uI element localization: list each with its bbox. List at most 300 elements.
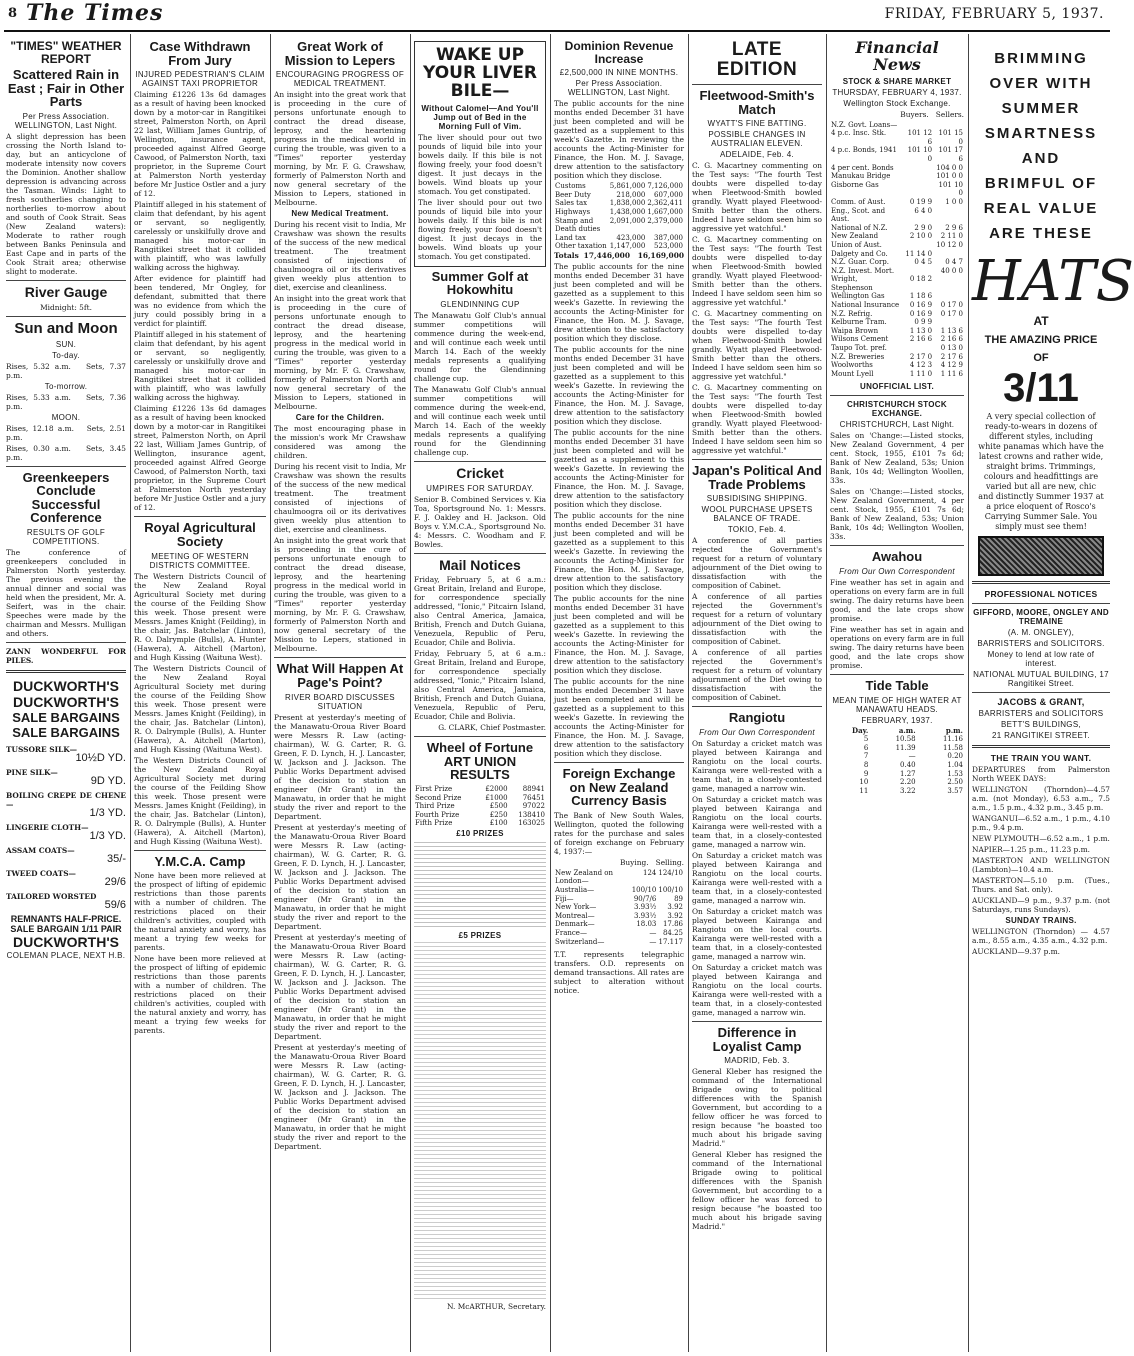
fx-sell: 124/10: [658, 868, 683, 877]
column-divider: [410, 34, 411, 1352]
column-2: [134, 38, 266, 1352]
stock-buy: [902, 267, 933, 276]
moon-rise: Rises, 12.18 a.m.: [6, 423, 74, 433]
revenue-value: 1,438,000: [609, 207, 646, 216]
stock-sell: [933, 121, 964, 130]
tide-pm: 2.50: [947, 778, 963, 787]
stock-name: Dalgety and Co.: [831, 249, 888, 258]
sale-item-price: 9D YD.: [90, 775, 126, 788]
tide-headline: Tide Table: [865, 678, 929, 694]
japan-headline: Japan's Political And Trade Problems: [692, 463, 822, 492]
professional-notices-heading: PROFESSIONAL NOTICES: [984, 589, 1098, 599]
prize-amount: £1000: [485, 793, 508, 802]
revenue-article: The public accounts for the nine months ended December 31 have just been completed and will be gazetted as a supplement to this week's Gazette. In reviewing the accounts the Acting-Minister for Finance, the Hon. M. J. Savage, drew attention to the satisfactory position which they disclose.: [554, 344, 684, 426]
prize-amount: £100: [489, 819, 508, 828]
tide-col-pm: p.m.: [945, 725, 963, 735]
stock-row: [830, 310, 964, 319]
stock-name: N.Z. Invest. Mort.: [831, 266, 895, 275]
train-departure: MASTERTON AND WELLINGTON (Lambton)—10.4 a.m.: [972, 856, 1110, 874]
fx-buy: 100/10: [631, 886, 657, 895]
revenue-value: 607,000: [654, 190, 683, 199]
ticket-number-grid: [414, 840, 546, 930]
column-4: [414, 38, 546, 1352]
revenue-value: 2,091,000: [609, 216, 646, 225]
column-divider: [270, 34, 271, 1352]
ad-of: OF: [1033, 352, 1049, 364]
liver-ad-sub: Without Calomel—And You'll Jump out of Bed in the Morning Full of Vim.: [421, 103, 539, 131]
ymca-headline: Y.M.C.A. Camp: [154, 853, 246, 869]
stock-sell: [933, 318, 964, 327]
dateline: Per Press Association. WELLINGTON, Last Night.: [14, 112, 118, 131]
fx-sell: 3.92: [667, 911, 683, 920]
stock-buy: [902, 181, 933, 198]
separator: [134, 850, 266, 851]
rangiotu-article: On Saturday a cricket match was played between Kairanga and Rangiotu on the local courts. Kairanga were well-rested with a team that, in a closely-contested game, managed a narrow win.: [692, 907, 822, 962]
stock-name: Mount Lyell: [831, 369, 874, 378]
train-departure: NEW PLYMOUTH—6.52 a.m., 1 p.m.: [972, 834, 1110, 843]
rangiotu-article: On Saturday a cricket match was played between Kairanga and Rangiotu on the local courts. Kairanga were well-rested with a team that, in a closely-contested game, managed a narrow win.: [692, 851, 822, 906]
separator: [274, 657, 406, 658]
jury-article: Claiming £1226 13s 6d damages as a result of having been knocked down by a motor-car in Rangitikei street, Palmerston North, on April 22 last, William James Guntrip, of Wellington, insurance agent, proceeded against Alfred George Cawood, of Palmerston North, taxi proprietor, in the Supreme Court at Palmerston North yesterday before Mr Justice Ostler and a jury of 12.: [134, 404, 266, 513]
prize-label: Fifth Prize: [415, 819, 453, 828]
train-heading: THE TRAIN YOU WANT.: [990, 753, 1092, 763]
sun-set: Sets, 7.37 p.m.: [6, 361, 126, 380]
separator: [6, 280, 126, 281]
law-firm-name: GIFFORD, MOORE, ONGLEY AND TREMAINE: [973, 608, 1109, 626]
revenue-item: Sales tax: [555, 199, 588, 208]
separator: [830, 674, 964, 675]
stock-name: Woolworths: [831, 361, 873, 370]
ad-line: SUMMER: [1001, 100, 1081, 117]
pages-point-article: Present at yesterday's meeting of the Manawatu-Oroua River Board were Messrs R. Law (acting-chairman), W. G. Carter, R. G. Green, F. D. Lynch, H. J. Lancaster, W. Jackson and J. Jackson. The Public Works Department advised of the decision to station an engineer (Mr Grant) in the Manawatu, in order that he might study the river and report to the Department.: [274, 822, 406, 931]
column-7: [830, 38, 964, 1352]
masthead: [0, 0, 1114, 34]
prize-row: [414, 785, 546, 794]
separator: [414, 461, 546, 462]
column-8: [972, 38, 1134, 1352]
stock-sell: [933, 250, 964, 259]
summer-golf-headline: Summer Golf at Hokowhitu: [431, 268, 529, 298]
stock-name: Manukau Bridge: [831, 172, 891, 181]
stock-row: [830, 301, 964, 310]
fx-buy: —: [649, 937, 657, 946]
separator: [6, 670, 126, 673]
column-divider: [688, 34, 689, 1352]
stock-buy: 0 16 9: [909, 309, 933, 318]
separator: [692, 84, 822, 85]
tide-row: [830, 778, 964, 787]
revenue-value: 1,667,000: [647, 207, 683, 216]
stock-name: 4 p.c. Bonds, 1941: [831, 146, 897, 155]
stock-sell: 40 0 0: [940, 266, 963, 275]
cricket-headline: Cricket: [456, 464, 504, 481]
sale-item-name: PINE SILK—: [6, 768, 58, 778]
revenue-row: [554, 217, 684, 234]
tide-pm: 11.58: [942, 743, 963, 752]
prize-label: Second Prize: [415, 793, 462, 802]
fx-currency: New Zealand on London—: [555, 868, 614, 886]
liver-ad-text: The liver should pour out two pounds of liquid bile into your bowels daily. If this bile is not flowing freely, your food doesn't digest. It just decays in the bowels. Wind bloats up your stomach. You get constipated.: [418, 197, 542, 261]
jury-article: Claiming £1226 13s 6d damages as a result of having been knocked down by a motor-car in Rangitikei street, Palmerston North, on April 22 last, William James Guntrip, of Wellington, insurance agent, proceeded against Alfred George Cawood, of Palmerston North, taxi proprietor, in the Supreme Court at Palmerston North yesterday before Mr Justice Ostler and a jury of 12.: [134, 90, 266, 199]
stock-date: THURSDAY, FEBRUARY 4, 1937.: [832, 87, 962, 97]
remnants: REMNANTS HALF-PRICE.: [10, 914, 122, 925]
buyers-label: Buyers.: [900, 109, 929, 119]
stock-buy: [902, 172, 933, 181]
ad-amazing-price: THE AMAZING PRICE: [984, 334, 1098, 346]
law-firm-line: Money to lend at low rate of interest.: [987, 650, 1095, 668]
today-label: To-day.: [52, 350, 80, 360]
exchange-headline: Foreign Exchange on New Zealand Currency Basis: [562, 765, 676, 809]
moon-set: Sets, 3.45 p.m.: [6, 443, 126, 462]
stock-name: Union of Aust.: [831, 240, 882, 249]
mail-headline: Mail Notices: [439, 556, 521, 573]
law-firm-line: 21 RANGITIKEI STREET.: [992, 731, 1090, 740]
stock-buy: 0 18 2: [909, 275, 933, 284]
stock-sell: 0 13 0: [940, 344, 963, 353]
loyalist-headline: Difference in Loyalist Camp: [712, 1025, 802, 1054]
lepers-article: An insight into the great work that is proceeding in the cure of persons unfortunate enough to contract the dread disease, leprosy, and the heartening progress in the medical world in curing the trouble, was given to a "Times" reporter yesterday morning, by Mr. F. G. Crawshaw, formerly of Palmerston North and now general secretary of the Mission to Lepers, stationed in Melbourne.: [274, 294, 406, 412]
stock-sell: 104 0 0: [936, 163, 963, 172]
sale-item-price: 59/6: [104, 899, 126, 912]
stock-buy: [902, 241, 933, 250]
separator: [414, 553, 546, 554]
stock-name: Wright, Stephenson: [831, 275, 873, 292]
masthead-rule: [4, 30, 1110, 32]
newspaper-logo: The Times: [26, 0, 164, 26]
stock-name: Wilsons Cement: [831, 335, 889, 344]
stock-row: [830, 241, 964, 250]
weather-article: A slight depression has been crossing the North Island to-day, but an anticyclone of moderate intensity now covers the Dominion. Another shallow depression is advancing across the Tasman. Winds: Light to fresh southerlies changing to northerlies to-morrow about and south of Cook Strait. Seas (New Zealand waters): Moderate to rather rough between Banks Peninsula and East Cape and in parts of the Cook Strait area; otherwise slight to moderate.: [6, 132, 126, 277]
hats-ad-text: A very special collection of ready-to-wears in dozens of different styles, including white panamas which have the latest crowns and rather wide, straight brims. Trimmings, colours and headfittings are varied but all are new, chic and distinctly Summer 1937 at a price eloquent of Rosco's Carrying Summer Sale. You simply must see them!: [978, 412, 1104, 531]
tide-sub: MEAN TIME OF HIGH WATER AT MANAWATU HEADS.: [832, 695, 962, 714]
stock-name: New Zealand: [831, 232, 879, 241]
sale-item-price: 35/-: [107, 853, 126, 866]
exchange-article: The Bank of New South Wales, Wellington, quoted the following rates for the purchase and sales of foreign exchange on February 4, 1937:—: [554, 810, 684, 856]
ad-line: REAL VALUE: [983, 200, 1099, 217]
tide-pm: 1.53: [947, 769, 963, 778]
revenue-value: 423,000: [616, 233, 646, 242]
prize-label: Fourth Prize: [415, 810, 460, 819]
wheel-of-fortune-headline: Wheel of Fortune ART UNION RESULTS: [426, 740, 534, 783]
financial-news-title: Financial News: [855, 38, 939, 74]
tide-header-row: [830, 727, 964, 736]
japan-sub: SUBSIDISING SHIPPING.: [706, 494, 808, 504]
column-6: [692, 38, 822, 1352]
five-pound-prizes: £5 PRIZES: [458, 931, 502, 941]
japan-sub: WOOL PURCHASE UPSETS BALANCE OF TRADE.: [701, 505, 813, 524]
revenue-sub: £2,500,000 IN NINE MONTHS.: [559, 68, 679, 78]
ras-headline: Royal Agricultural Society: [144, 520, 256, 549]
stock-row: [830, 361, 964, 370]
tide-day: 10: [859, 778, 869, 787]
sun-rise: Rises, 5.33 a.m.: [6, 392, 71, 402]
stock-sell: [933, 275, 964, 292]
sun-times-tomorrow: [6, 393, 126, 411]
japan-article: A conference of all parties rejected the Government's request for a return of voluntary adjournment of the Diet owing to dissatisfaction with the composition of Cabinet.: [692, 648, 822, 703]
stock-row: [830, 198, 964, 207]
ad-line: BRIMFUL OF: [984, 175, 1098, 192]
stock-row: [830, 232, 964, 241]
japan-article: A conference of all parties rejected the Government's request for a return of voluntary adjournment of the Diet owing to dissatisfaction with the composition of Cabinet.: [692, 536, 822, 591]
pages-point-article: Present at yesterday's meeting of the Manawatu-Oroua River Board were Messrs R. Law (acting-chairman), W. G. Carter, R. G. Green, F. D. Lynch, H. J. Lancaster, W. Jackson and J. Jackson. The Public Works Department advised of the decision to station an engineer (Mr Grant) in the Manawatu, in order that he might study the river and report to the Department.: [274, 932, 406, 1041]
totals-label: Totals: [554, 250, 579, 260]
prize-row: [414, 819, 546, 828]
sun-times-today: [6, 362, 126, 380]
fx-buy: 3.93½: [633, 911, 657, 920]
separator: [6, 316, 126, 317]
fx-row: [554, 869, 684, 886]
christchurch-article: Sales on 'Change:—Listed stocks, New Zealand Government, 4 per cent. Stock, 1955, £101 7s 6d; Bank of New Zealand, 53s; Union Bank, 10s 4d; Wellington Woollen, 33s.: [830, 431, 964, 486]
stock-buy: 0 19 9: [909, 197, 933, 206]
stock-sell: 2 16 6: [940, 335, 963, 344]
sale-item-price: 1/3 YD.: [89, 830, 126, 843]
fx-currency: Switzerland—: [555, 937, 605, 946]
liver-advert: [414, 41, 546, 267]
sale-item-name: TUSSORE SILK—: [6, 745, 78, 755]
revenue-article: The public accounts for the nine months ended December 31 have just been completed and will be gazetted as a supplement to this week's Gazette. In reviewing the accounts the Acting-Minister for Finance, the Hon. M. J. Savage, drew attention to the satisfactory position which they disclose.: [554, 427, 684, 509]
ad-line: AND: [1021, 150, 1061, 167]
tide-am: 11.39: [895, 743, 916, 752]
tide-month: FEBRUARY, 1937.: [861, 715, 933, 725]
fx-sell: 17.86: [662, 920, 683, 929]
stock-sell: 101 17 6: [938, 146, 963, 163]
revenue-value: 5,861,000: [609, 182, 646, 191]
match-article: C. G. Macartney commenting on the Test says: "The fourth Test doubts were dispelled to-day when Fleetwood-Smith bowled grandly. Wyatt played Fleetwood-Smith better than the others. Indeed I have seldom seen him so aggressive yet watchful.": [692, 235, 822, 308]
stock-row: [830, 327, 964, 336]
separator: [414, 736, 546, 737]
revenue-row: [554, 199, 684, 208]
mail-signature: G. CLARK, Chief Postmaster.: [438, 723, 546, 733]
stock-buy: 1 11 0: [909, 369, 933, 378]
fx-sell: 17.117: [658, 937, 683, 946]
match-dateline: ADELAIDE, Feb. 4.: [719, 150, 795, 160]
stock-buy: [902, 344, 933, 353]
revenue-article: The public accounts for the nine months ended December 31 have just been completed and will be gazetted as a supplement to this week's Gazette. In reviewing the accounts the Acting-Minister for Finance, the Hon. M. J. Savage, drew attention to the satisfactory position which they disclose.: [554, 99, 684, 181]
tide-day: 8: [863, 761, 869, 770]
separator: [134, 516, 266, 517]
rangiotu-headline: Rangiotu: [728, 710, 786, 726]
fx-buy: —: [649, 929, 657, 938]
prize-row: [414, 811, 546, 820]
piles-advert: ZANN WONDERFUL FOR PILES.: [6, 647, 126, 666]
lepers-article: During his recent visit to India, Mr Crawshaw was shown the results of the success of the new medical treatment. The treatment consisted of injections of chaulmoogra oil or its derivatives given weekly plus attention to diet, exercise and cleanliness.: [274, 462, 406, 535]
totals-a: 17,446,000: [583, 250, 630, 260]
stock-name: Eng., Scot. and Aust.: [831, 206, 886, 224]
stock-exchange: Wellington Stock Exchange.: [843, 98, 951, 108]
fx-row: [554, 903, 684, 912]
stock-buy: 101 12 6: [907, 129, 933, 146]
tide-pm: 1.04: [947, 761, 963, 770]
fx-header: [554, 858, 684, 867]
tide-col-am: a.m.: [898, 725, 916, 735]
lepers-article: An insight into the great work that is proceeding in the cure of persons unfortunate enough to contract the dread disease, leprosy, and the heartening progress in the medical world in curing the trouble, was given to a "Times" reporter yesterday morning, by Mr. F. G. Crawshaw, formerly of Palmerston North and now general secretary of the Mission to Lepers, stationed in Melbourne.: [274, 536, 406, 654]
sun-moon-heading: Sun and Moon: [14, 319, 118, 337]
awahou-article: Fine weather has set in again and operations on every farm are in full swing. The dairy returns have been good, and the late crops show promise.: [830, 578, 964, 624]
separator: [554, 762, 684, 763]
ad-at: AT: [1033, 314, 1049, 328]
tide-am: 10.58: [895, 735, 916, 744]
loyalist-article: General Kleber has resigned the command of the International Brigade owing to political differences with the Spanish Government, but according to a fellow officer he was forced to resign because "he boasted too much about his brigade saving Madrid.": [692, 1067, 822, 1149]
tide-day: 7: [863, 752, 869, 761]
tide-row: [830, 761, 964, 770]
stock-row: [830, 335, 964, 344]
sun-set: Sets, 7.36 p.m.: [6, 392, 126, 411]
tide-day: 5: [863, 735, 869, 744]
revenue-value: 523,000: [654, 242, 683, 251]
separator: [6, 642, 126, 643]
sale-item-name: BOILING CREPE DE CHENE—: [6, 791, 126, 810]
stock-sell: 101 10 0: [938, 180, 963, 198]
sale-item: [6, 791, 126, 818]
revenue-totals: [554, 251, 684, 260]
law-firm-line: NATIONAL MUTUAL BUILDING, 17 Rangitikei Street.: [973, 670, 1109, 688]
christchurch-article: Sales on 'Change:—Listed stocks, New Zealand Government, 4 per cent. Stock, 1955, £101 7s 6d; Bank of New Zealand, 53s; Union Bank, 10s 4d; Wellington Woollen, 33s.: [830, 487, 964, 542]
sunday-train: WELLINGTON (Thorndon) — 4.57 a.m., 8.55 a.m., 4.35 a.m., 4.32 p.m.: [972, 927, 1110, 945]
revenue-article: The public accounts for the nine months ended December 31 have just been completed and will be gazetted as a supplement to this week's Gazette. In reviewing the accounts the Acting-Minister for Finance, the Hon. M. J. Savage, drew attention to the satisfactory position which they disclose.: [554, 676, 684, 758]
train-departure: WELLINGTON (Thorndon)—4.57 a.m. (not Monday), 6.53 a.m., 7.5 a.m., 1.5 p.m., 4.32 p.m., 3.45 p.m.: [972, 785, 1110, 812]
prize-ticket: 76451: [522, 793, 545, 802]
hats-advert-copy: [972, 46, 1110, 246]
stock-row: [830, 267, 964, 276]
stock-row: [830, 250, 964, 259]
totals-b: 16,169,000: [637, 250, 684, 260]
revenue-row: [554, 234, 684, 243]
stock-header: [830, 110, 964, 119]
fx-currency: New York—: [555, 903, 597, 912]
revenue-row: [554, 242, 684, 251]
pages-point-article: Present at yesterday's meeting of the Manawatu-Oroua River Board were Messrs R. Law (acting-chairman), W. G. Carter, R. G. Green, F. D. Lynch, H. J. Lancaster, W. Jackson and J. Jackson. The Public Works Department advised of the decision to station an engineer (Mr Grant) in the Manawatu, in order that he might study the river and report to the Department.: [274, 1042, 406, 1151]
stock-name: N.Z. Refrig.: [831, 309, 873, 318]
fx-sell: 3.92: [667, 903, 683, 912]
separator: [6, 466, 126, 467]
revenue-value: 1,838,000: [609, 199, 646, 208]
fx-currency: Montreal—: [555, 911, 595, 920]
sale-item-name: ASSAM COATS—: [6, 846, 75, 856]
revenue-item: Other taxation: [555, 242, 607, 251]
column-1: [6, 38, 126, 1352]
match-sub: POSSIBLE CHANGES IN AUSTRALIAN ELEVEN.: [708, 130, 806, 149]
prize-ticket: 163025: [518, 819, 545, 828]
stock-name: 4 p.c. Insc. Stk.: [831, 129, 887, 138]
cricket-sub: UMPIRES FOR SATURDAY.: [426, 483, 534, 493]
revenue-item: Land tax: [555, 233, 586, 242]
match-sub: WYATT'S FINE BATTING.: [707, 119, 807, 129]
stock-buy: [902, 164, 933, 173]
revenue-headline: Dominion Revenue Increase: [564, 39, 674, 66]
ras-article: The Western Districts Council of the New Zealand Royal Agricultural Society met during the course of the Feilding Show this week. Those present were Messrs. James Knight (Feilding), in the chair, Jas. Batchelar (Linton), R. O. Dalrymple (Bulls), A. Hunter (Hawera), A. Aitchell (Marton), and Hugh Kissing (Waituna West).: [134, 663, 266, 754]
lepers-article: An insight into the great work that is proceeding in the cure of persons unfortunate enough to contract the dread disease, leprosy, and the heartening progress in the medical world in curing the trouble, was given to a "Times" reporter yesterday morning, by Mr. F. G. Crawshaw, formerly of Palmerston North and now general secretary of the Mission to Lepers, stationed in Melbourne.: [274, 90, 406, 208]
column-divider: [826, 34, 827, 1352]
sale-items-list: [6, 745, 126, 910]
fx-buy: 90/7/6: [633, 894, 657, 903]
tomorrow-label: To-morrow.: [44, 381, 88, 391]
stock-buy: 2 10 0: [909, 232, 933, 241]
stock-name: 4 per cent. Bonds: [831, 163, 894, 172]
fx-note: T.T. represents telegraphic transfers. O.D. represents on demand transactions. All rates are subject to alteration without notice.: [554, 950, 684, 996]
fx-row: [554, 895, 684, 904]
loyalist-dateline: MADRID, Feb. 3.: [724, 1056, 790, 1066]
sellers-label: Sellers.: [935, 109, 964, 119]
sale-item: [6, 768, 126, 786]
japan-article: A conference of all parties rejected the Government's request for a return of voluntary adjournment of the Diet owing to dissatisfaction with the composition of Cabinet.: [692, 592, 822, 647]
law-firm-line: BARRISTERS and SOLICITORS.: [977, 639, 1105, 648]
stock-sell: 2 9 6: [945, 223, 963, 232]
stock-sell: 2 17 6: [940, 352, 963, 361]
ad-line: SMARTNESS: [984, 125, 1098, 142]
ras-sub: MEETING OF WESTERN DISTRICTS COMMITTEE.: [149, 551, 251, 570]
river-gauge-heading: River Gauge: [24, 284, 108, 301]
summer-golf-sub: GLENDINNING CUP: [440, 299, 520, 309]
stock-row: [830, 207, 964, 224]
prize-amount: £250: [489, 810, 508, 819]
separator: [972, 692, 1110, 693]
stock-row: [830, 370, 964, 379]
ymca-article: None have been more relieved at the prospect of lifting of epidemic restrictions than those parents with a number of children. The restrictions placed on their children's activities, coupled with the natural anxiety and worry, has meant a trying few weeks for parents.: [134, 871, 266, 953]
stock-buy: 0 4 5: [914, 258, 933, 267]
ad-line: BRIMMING: [994, 50, 1088, 67]
stock-row: [830, 258, 964, 267]
train-departure: AUCKLAND—9 p.m., 9.37 p.m. (not Saturdays, runs Sundays).: [972, 896, 1110, 914]
sunday-trains-heading: SUNDAY TRAINS.: [1005, 916, 1077, 925]
tide-col-day: Day.: [852, 725, 869, 735]
liver-ad-text: The liver should pour out two pounds of liquid bile into your bowels daily. If this bile is not flowing freely, your food doesn't digest. It just decays in the bowels. Wind bloats up your stomach. You get constipated.: [418, 132, 542, 196]
moon-set: Sets, 2.51 p.m.: [6, 423, 126, 442]
law-firm-line: BETT'S BUILDINGS,: [1001, 720, 1081, 729]
tide-am: 0.40: [900, 761, 916, 770]
stock-buy: 1 13 0: [909, 326, 933, 335]
stock-row: [830, 275, 964, 292]
revenue-article: The public accounts for the nine months ended December 31 have just been completed and will be gazetted as a supplement to this week's Gazette. In reviewing the accounts the Acting-Minister for Finance, the Hon. M. J. Savage, drew attention to the satisfactory position which they disclose.: [554, 261, 684, 343]
prize-label: Third Prize: [415, 802, 455, 811]
train-list: [972, 785, 1110, 914]
train-sub: DEPARTURES from Palmerston North WEEK DAYS:: [972, 765, 1110, 783]
awahou-headline: Awahou: [871, 549, 923, 565]
fx-currency: France—: [555, 929, 587, 938]
column-5: [554, 38, 684, 1352]
jury-headline: Case Withdrawn From Jury: [149, 39, 251, 68]
weather-title: "TIMES" WEATHER REPORT: [10, 39, 122, 66]
fx-buying-label: Buying.: [619, 857, 649, 867]
tide-am: 2.20: [900, 778, 916, 787]
jury-article: After evidence for plaintiff had been tendered, Mr Ongley, for defendant, submitted that there was no evidence from which the jury could possibly bring in a verdict for plaintiff.: [134, 274, 266, 329]
tide-day: 6: [863, 743, 869, 752]
rangiotu-article: On Saturday a cricket match was played between Kairanga and Rangiotu on the local courts. Kairanga were well-rested with a team that, in a closely-contested game, managed a narrow win.: [692, 739, 822, 794]
stock-name: Gisborne Gas: [831, 180, 879, 189]
rangiotu-article: On Saturday a cricket match was played between Kairanga and Rangiotu on the local courts. Kairanga were well-rested with a team that, in a closely-contested game, managed a narrow win.: [692, 963, 822, 1018]
stock-sell: 0 17 0: [940, 301, 963, 310]
stock-sell: 1 11 6: [940, 369, 963, 378]
separator: [972, 745, 1110, 748]
stock-buy: 11 14 0: [905, 249, 933, 258]
tide-pm: 11.16: [942, 735, 963, 744]
fx-sell: 89: [674, 894, 683, 903]
stock-sell: 101 0 0: [936, 172, 963, 181]
christchurch-dateline: CHRISTCHURCH, Last Night.: [839, 420, 955, 430]
fx-currency: Australia—: [555, 886, 595, 895]
fx-selling-label: Selling.: [655, 857, 684, 867]
stock-row: [830, 344, 964, 353]
stock-name: N.Z. Govt. Loans—: [831, 120, 898, 129]
stock-sell: 4 12 9: [940, 361, 963, 370]
revenue-article: The public accounts for the nine months ended December 31 have just been completed and will be gazetted as a supplement to this week's Gazette. In reviewing the accounts the Acting-Minister for Finance, the Hon. M. J. Savage, drew attention to the satisfactory position which they disclose.: [554, 510, 684, 592]
stock-buy: 2 17 0: [909, 352, 933, 361]
sale-bargains: SALE BARGAINS: [12, 710, 120, 726]
prize-row: [414, 802, 546, 811]
totals-values: [584, 251, 684, 260]
tide-day: 9: [863, 769, 869, 778]
sale-item: [6, 823, 126, 841]
lepers-article: During his recent visit to India, Mr Crawshaw was shown the results of the success of the new medical treatment. The treatment consisted of injections of chaulmoogra oil or its derivatives given weekly plus attention to diet, exercise and cleanliness.: [274, 220, 406, 293]
